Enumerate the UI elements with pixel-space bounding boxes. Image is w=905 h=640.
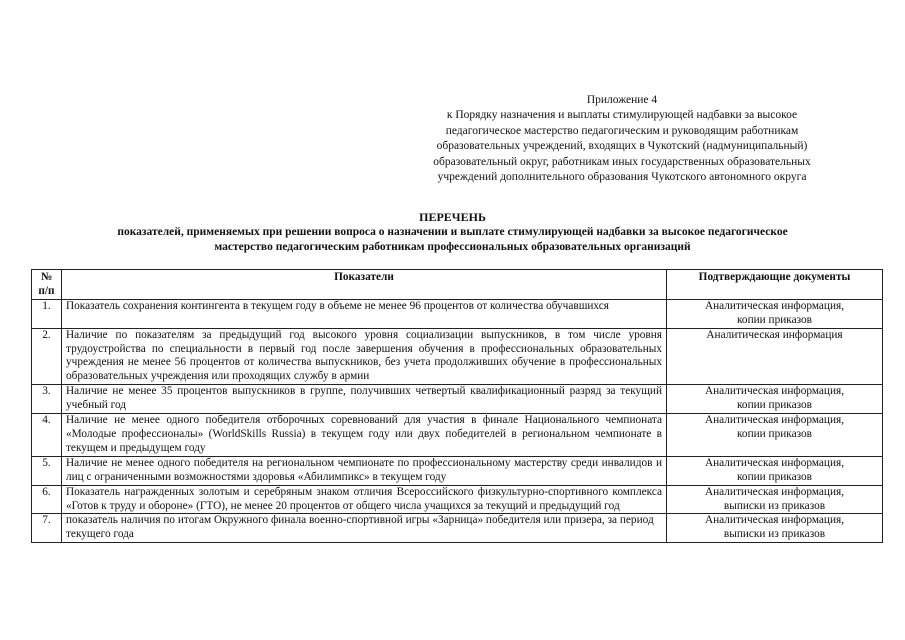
row-number: 5. <box>32 456 62 485</box>
row-indicator: Наличие не менее одного победителя на региональном чемпионате по профессиональному мастерству среди инвалидов и лиц с ограниченными возможностями здоровья «Абилимпикс» в текущем году <box>62 456 667 485</box>
documents-line: Аналитическая информация, <box>704 385 845 398</box>
title-main: ПЕРЕЧЕНЬ <box>419 210 486 224</box>
documents-line: копии приказов <box>737 470 812 483</box>
header-documents: Подтверждающие документы <box>667 270 883 300</box>
header-number-line1: № <box>40 271 53 283</box>
appendix-line: педагогическое мастерство педагогическим и руководящим работникам <box>445 124 799 137</box>
appendix-line: к Порядку назначения и выплаты стимулирующей надбавки за высокое <box>446 109 798 122</box>
table-row <box>32 514 883 543</box>
row-indicator: Показатель награжденных золотым и серебряным знаком отличия Всероссийского физкультурно-спортивного комплекса «Готов к труду и обороне» (ГТО), не менее 20 процентов от общего числа учащихся за текущий и предыдущий год <box>62 485 667 514</box>
documents-line: выписки из приказов <box>723 528 826 541</box>
row-documents <box>667 299 883 328</box>
row-indicator: показатель наличия по итогам Окружного финала военно-спортивной игры «Зарница» победителя или призера, за период текущего года <box>62 514 667 543</box>
appendix-line: образовательных учреждений, входящих в Чукотский (надмуниципальный) <box>436 140 808 153</box>
row-indicator: Наличие по показателям за предыдущий год высокого уровня социализации выпускников, в том числе уровня трудоустройства по специальности в первый год после завершения обучения в профессиональных образовательных учреждения не менее 56 процентов от количества выпускников, без учета продолживших обучение в профессиональных образовательных учреждения или проходящих службу в армии <box>62 328 667 385</box>
table-row <box>32 456 883 485</box>
row-documents <box>667 485 883 514</box>
table-row <box>32 299 883 328</box>
row-documents <box>667 456 883 485</box>
header-number-line2: п/п <box>38 284 55 297</box>
row-documents <box>667 514 883 543</box>
title-subtitle-line2: мастерство педагогическим работникам профессиональных образовательных организаций <box>214 240 691 253</box>
row-documents <box>667 414 883 457</box>
documents-line: копии приказов <box>737 313 812 326</box>
header-number <box>32 270 62 300</box>
table-row <box>32 414 883 457</box>
documents-line: копии приказов <box>737 427 812 440</box>
header-indicators: Показатели <box>62 270 667 300</box>
documents-line: Аналитическая информация, <box>704 456 845 469</box>
row-number: 3. <box>32 385 62 414</box>
table-row <box>32 485 883 514</box>
row-indicator: Наличие не менее одного победителя отборочных соревнований для участия в финале Национального чемпионата «Молодые профессионалы» (WorldSkills Russia) в текущем году или двух победителей в региональном чемпионате в текущем и предыдущем году <box>62 414 667 457</box>
indicators-table <box>31 269 883 543</box>
document-title <box>40 210 865 254</box>
row-indicator: Наличие не менее 35 процентов выпускников в группе, получивших четвертый квалификационный разряд за текущий учебный год <box>62 385 667 414</box>
row-number: 1. <box>32 299 62 328</box>
row-number: 6. <box>32 485 62 514</box>
documents-line: Аналитическая информация <box>706 328 843 341</box>
row-number: 4. <box>32 414 62 457</box>
table-row <box>32 385 883 414</box>
appendix-header <box>392 93 852 185</box>
row-indicator: Показатель сохранения контингента в текущем году в объеме не менее 96 процентов от количества обучавшихся <box>62 299 667 328</box>
appendix-line: учреждений дополнительного образования Чукотского автономного округа <box>437 171 807 184</box>
documents-line: Аналитическая информация, <box>704 485 845 498</box>
table-row <box>32 328 883 385</box>
title-subtitle-line1: показателей, применяемых при решении вопроса о назначении и выплате стимулирующей надбавки за высокое педагогическое <box>117 226 788 238</box>
documents-line: выписки из приказов <box>723 499 826 512</box>
appendix-line: Приложение 4 <box>586 94 658 106</box>
row-number: 2. <box>32 328 62 385</box>
documents-line: Аналитическая информация, <box>704 514 845 527</box>
row-number: 7. <box>32 514 62 543</box>
documents-line: копии приказов <box>737 399 812 412</box>
table-header-row <box>32 270 883 300</box>
documents-line: Аналитическая информация, <box>704 414 845 427</box>
documents-line: Аналитическая информация, <box>704 299 845 312</box>
row-documents <box>667 328 883 385</box>
row-documents <box>667 385 883 414</box>
appendix-line: образовательный округ, работникам иных государственных образовательных <box>433 155 811 168</box>
